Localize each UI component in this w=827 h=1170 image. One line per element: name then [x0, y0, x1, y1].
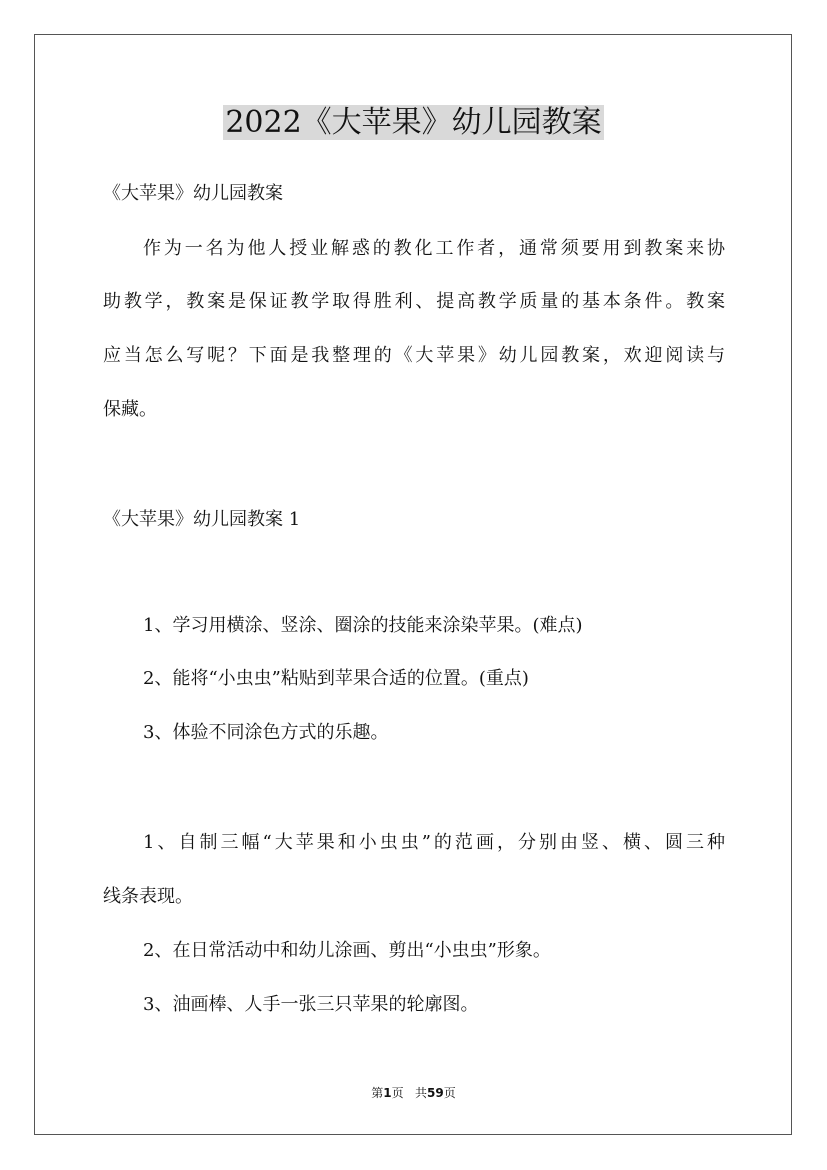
page-total: 59 [427, 1086, 444, 1100]
intro-heading: 《大苹果》幼儿园教案 [103, 183, 283, 204]
prep-item-1-continued: 线条表现。 [103, 886, 193, 907]
goal-item-2: 2、能将“小虫虫”粘贴到苹果合适的位置。(重点) [143, 668, 529, 689]
page-number: 1 [383, 1086, 392, 1100]
section1-heading: 《大苹果》幼儿园教案 1 [103, 509, 301, 530]
page-prefix: 第 [371, 1086, 384, 1100]
intro-line-1: 作为一名为他人授业解惑的教化工作者，通常须要用到教案来协 [143, 238, 725, 259]
goal-item-3: 3、体验不同涂色方式的乐趣。 [143, 722, 389, 743]
prep-item-3: 3、油画棒、人手一张三只苹果的轮廓图。 [143, 994, 479, 1015]
goal-item-1: 1、学习用横涂、竖涂、圈涂的技能来涂染苹果。(难点) [143, 615, 583, 636]
page-suffix: 页 [443, 1086, 456, 1100]
intro-line-3: 应当怎么写呢？下面是我整理的《大苹果》幼儿园教案，欢迎阅读与 [103, 345, 725, 366]
page-footer [0, 1084, 827, 1101]
intro-line-4: 保藏。 [103, 399, 157, 420]
prep-item-1: 1、自制三幅“大苹果和小虫虫”的范画，分别由竖、横、圆三种 [143, 832, 725, 853]
intro-line-2: 助教学，教案是保证教学取得胜利、提高教学质量的基本条件。教案 [103, 291, 725, 312]
page-mid: 页 共 [391, 1086, 428, 1100]
prep-item-2: 2、在日常活动中和幼儿涂画、剪出“小虫虫”形象。 [143, 940, 551, 961]
document-title: 2022《大苹果》幼儿园教案 [225, 105, 602, 140]
